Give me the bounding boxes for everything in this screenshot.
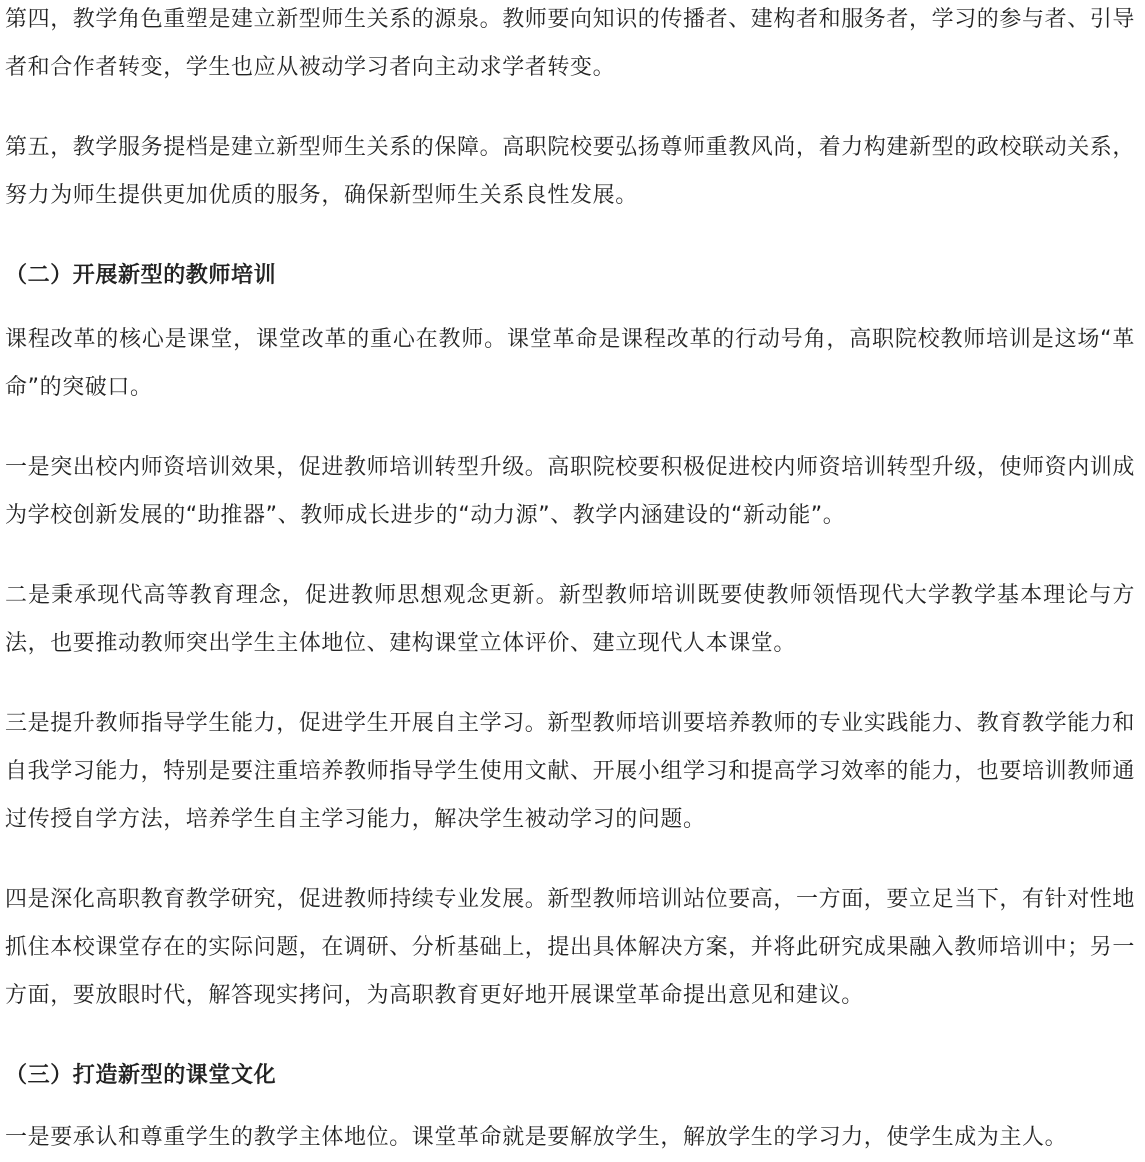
section-heading-teacher-training: （二）开展新型的教师培训 — [5, 263, 277, 288]
paragraph-teaching-role: 第四，教学角色重塑是建立新型师生关系的源泉。教师要向知识的传播者、建构者和服务者，学习的参与者、引导者和合作者转变，学生也应从被动学习者向主动求学者转变。 — [5, 7, 1136, 80]
paragraph-student-subject: 一是要承认和尊重学生的教学主体地位。课堂革命就是要解放学生，解放学生的学习力，使学生成为主人。 — [5, 1125, 1068, 1150]
section-heading-classroom-culture: （三）打造新型的课堂文化 — [5, 1063, 277, 1088]
paragraph-course-reform: 课程改革的核心是课堂，课堂改革的重心在教师。课堂革命是课程改革的行动号角，高职院校教师培训是这场“革命”的突破口。 — [5, 327, 1135, 400]
paragraph-education-research: 四是深化高职教育教学研究，促进教师持续专业发展。新型教师培训站位要高，一方面，要立足当下，有针对性地抓住本校课堂存在的实际问题，在调研、分析基础上，提出具体解决方案，并将此研究成果融入教师培训中；另一方面，要放眼时代，解答现实拷问，为高职教育更好地开展课堂革命提出意见和建议。 — [5, 887, 1136, 1008]
paragraph-training-effect: 一是突出校内师资培训效果，促进教师培训转型升级。高职院校要积极促进校内师资培训转型升级，使师资内训成为学校创新发展的“助推器”、教师成长进步的“动力源”、教学内涵建设的“新动能”。 — [5, 455, 1136, 528]
paragraph-education-concept: 二是秉承现代高等教育理念，促进教师思想观念更新。新型教师培训既要使教师领悟现代大学教学基本理论与方法，也要推动教师突出学生主体地位、建构课堂立体评价、建立现代人本课堂。 — [5, 583, 1135, 656]
paragraph-teaching-service: 第五，教学服务提档是建立新型师生关系的保障。高职院校要弘扬尊师重教风尚，着力构建新型的政校联动关系，努力为师生提供更加优质的服务，确保新型师生关系良性发展。 — [5, 135, 1136, 208]
paragraph-guidance-ability: 三是提升教师指导学生能力，促进学生开展自主学习。新型教师培训要培养教师的专业实践能力、教育教学能力和自我学习能力，特别是要注重培养教师指导学生使用文献、开展小组学习和提高学习效率的能力，也要培训教师通过传授自学方法，培养学生自主学习能力，解决学生被动学习的问题。 — [5, 711, 1136, 832]
